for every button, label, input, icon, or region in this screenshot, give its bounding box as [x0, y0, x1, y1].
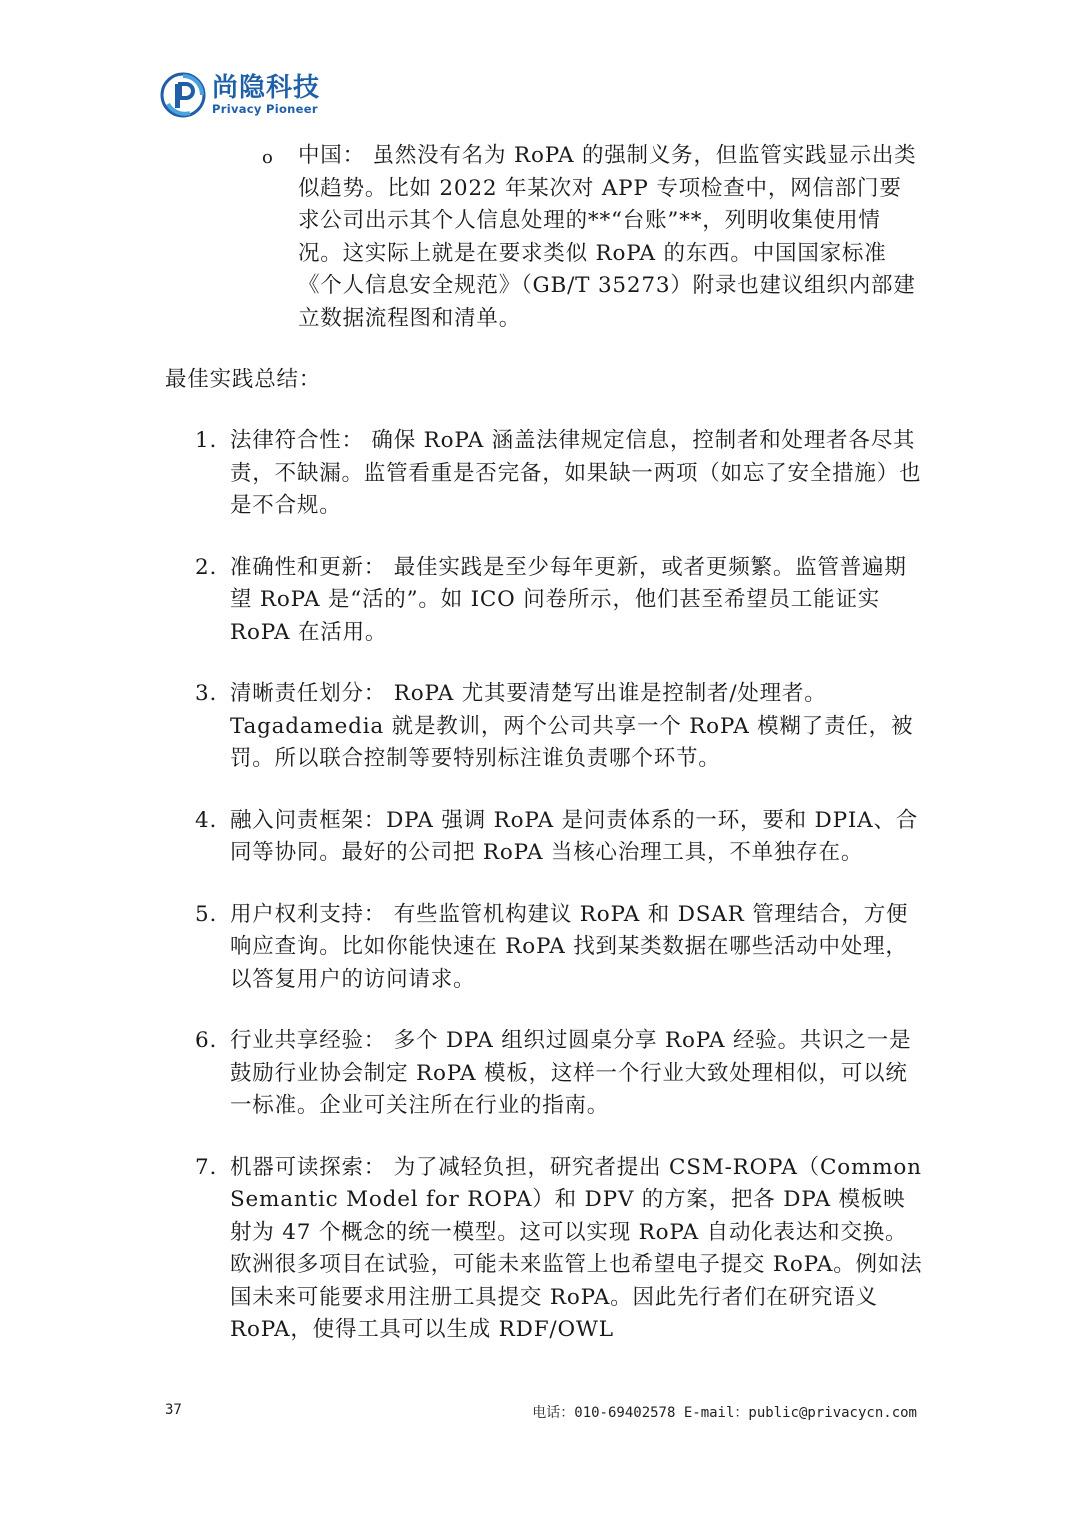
list-item	[195, 425, 925, 523]
header-logo	[160, 72, 320, 118]
list-number: 3.	[195, 681, 218, 706]
list-number: 5.	[195, 901, 218, 927]
list-item-text: 准确性和更新： 最佳实践是至少每年更新，或者更频繁。监管普遍期望 RoPA 是“活的”。如 ICO 问卷所示，他们甚至希望员工能证实 RoPA 在活用。	[230, 554, 907, 645]
list-item	[195, 1152, 925, 1347]
logo-chinese-name: 尚隐科技	[212, 72, 321, 103]
list-item-text: 清晰责任划分： RoPA 尤其要清楚写出谁是控制者/处理者。Tagadamedia 就是教训，两个公司共享一个 RoPA 模糊了责任，被罚。所以联合控制等要特别标注谁负责哪个环节。	[230, 681, 914, 771]
list-item	[195, 805, 925, 870]
list-number: 2.	[195, 554, 218, 580]
list-number: 4.	[195, 807, 218, 833]
list-item	[195, 678, 925, 776]
list-item	[195, 899, 925, 997]
bullet-marker: o	[262, 147, 273, 168]
privacy-pioneer-logo-icon	[160, 72, 206, 118]
logo-english-name: Privacy Pioneer	[212, 101, 318, 116]
footer-contact: 电话：010-69402578 E-mail：public@privacycn.com	[532, 1405, 917, 1421]
list-item-text: 机器可读探索： 为了减轻负担，研究者提出 CSM-ROPA（Common Semantic Model for ROPA）和 DPV 的方案，把各 DPA 模板映射为 47 个概念的统一模型。这可以实现 RoPA 自动化表达和交换。欧洲很多项目在试验，可能未来监管上也希望电子提交 RoPA。例如法国未来可能要求用注册工具提交 RoPA。因此先行者们在研究语义 RoPA，使得工具可以生成 RDF/OWL	[230, 1154, 923, 1342]
list-number: 6.	[195, 1028, 218, 1053]
list-item	[195, 1025, 925, 1123]
best-practices-list	[195, 425, 925, 1376]
page-number: 37	[165, 1402, 182, 1418]
list-number: 1.	[195, 428, 218, 453]
china-bullet-paragraph: 中国： 虽然没有名为 RoPA 的强制义务，但监管实践显示出类似趋势。比如 2022 年某次对 APP 专项检查中，网信部门要求公司出示其个人信息处理的**“台账”**，列明收集使用情况。这实际上就是在要求类似 RoPA 的东西。中国国家标准《个人信息安全规范》（GB/T 35273）附录也建议组织内部建立数据流程图和清单。	[298, 143, 917, 331]
list-item	[195, 552, 925, 650]
list-item-text: 行业共享经验： 多个 DPA 组织过圆桌分享 RoPA 经验。共识之一是鼓励行业协会制定 RoPA 模板，这样一个行业大致处理相似，可以统一标准。企业可关注所在行业的指南。	[230, 1028, 912, 1118]
summary-heading: 最佳实践总结：	[165, 367, 322, 392]
list-item-text: 法律符合性： 确保 RoPA 涵盖法律规定信息，控制者和处理者各尽其责，不缺漏。监管看重是否完备，如果缺一两项（如忘了安全措施）也是不合规。	[230, 428, 922, 518]
list-item-text: 用户权利支持： 有些监管机构建议 RoPA 和 DSAR 管理结合，方便响应查询。比如你能快速在 RoPA 找到某类数据在哪些活动中处理，以答复用户的访问请求。	[230, 901, 909, 992]
list-item-text: 融入问责框架：DPA 强调 RoPA 是问责体系的一环，要和 DPIA、合同等协同。最好的公司把 RoPA 当核心治理工具，不单独存在。	[230, 807, 919, 865]
list-number: 7.	[195, 1154, 218, 1180]
